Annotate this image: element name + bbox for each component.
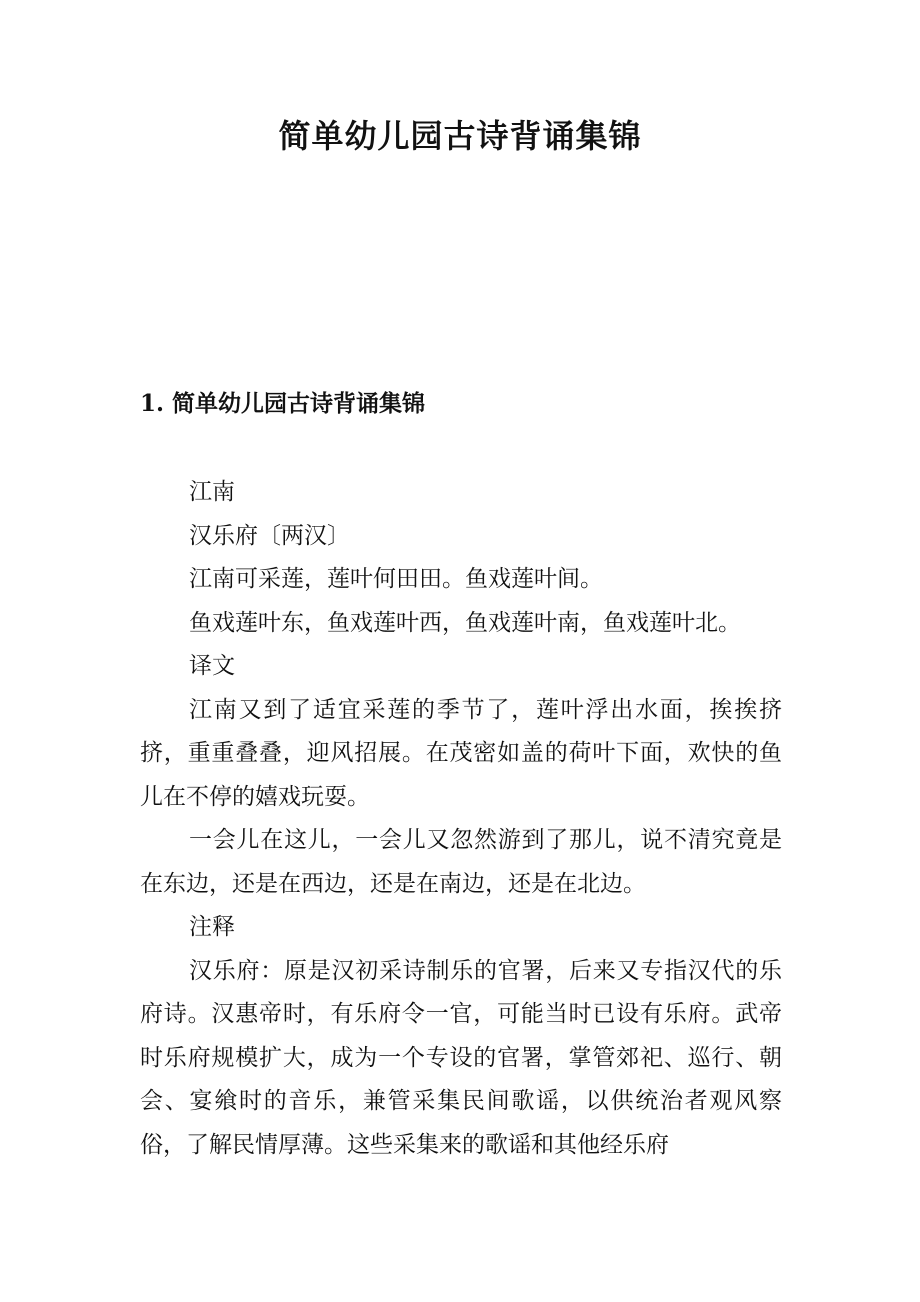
translation-paragraph: 江南又到了适宜采莲的季节了，莲叶浮出水面，挨挨挤挤，重重叠叠，迎风招展。在茂密如盖的荷叶下面，欢快的鱼儿在不停的嬉戏玩耍。 [140,696,782,810]
poem-line: 江南可采莲，莲叶何田田。鱼戏莲叶间。 [189,566,603,592]
document-title: 简单幼儿园古诗背诵集锦 [278,117,642,155]
poem-title: 江南 [189,479,235,505]
translation-paragraph: 一会儿在这儿，一会儿又忽然游到了那儿，说不清究竟是在东边，还是在西边，还是在南边，还是在北边。 [140,827,782,897]
section-heading: 1. 简单幼儿园古诗背诵集锦 [140,390,426,417]
poem-line: 鱼戏莲叶东，鱼戏莲叶西，鱼戏莲叶南，鱼戏莲叶北。 [189,609,741,636]
notes-heading: 注释 [189,914,235,940]
notes-paragraph: 汉乐府：原是汉初采诗制乐的官署，后来又专指汉代的乐府诗。汉惠帝时，有乐府令一官，可能当时已设有乐府。武帝时乐府规模扩大，成为一个专设的官署，掌管郊祀、巡行、朝会、宴飨时的音乐，兼管采集民间歌谣，以供统治者观风察俗，了解民情厚薄。这些采集来的歌谣和其他经乐府 [140,957,782,1158]
translation-heading: 译文 [189,653,235,679]
poem-author: 汉乐府〔两汉〕 [189,522,350,549]
document-body [140,471,782,1167]
